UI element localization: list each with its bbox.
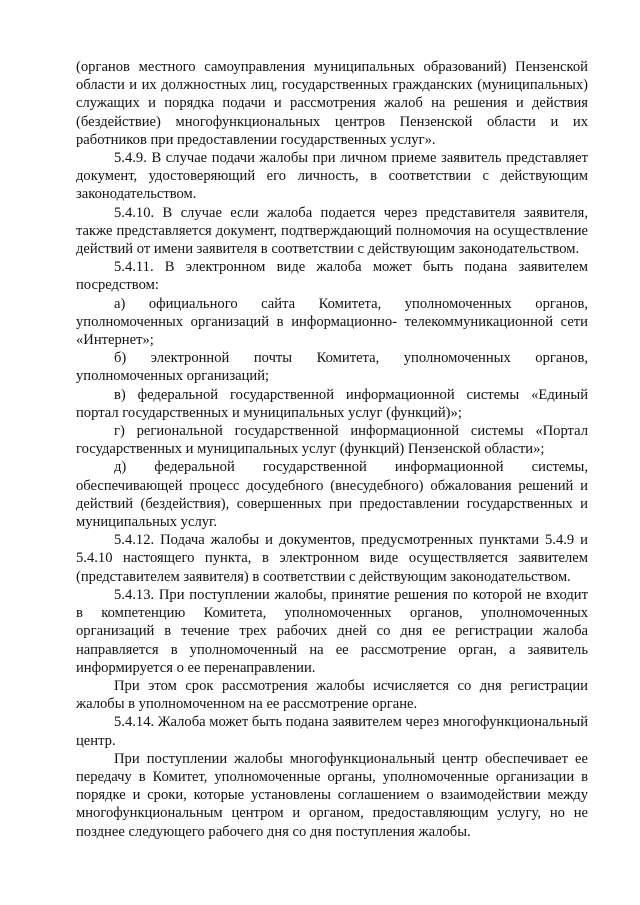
- paragraph-5-4-10: 5.4.10. В случае если жалоба подается через представителя заявителя, также представляется документ, подтверждающий полномочия на осуществление действий от имени заявителя в соответствии с действующим законодательством.: [76, 204, 588, 258]
- list-item-g: г) региональной государственной информационной системы «Портал государственных и муниципальных услуг (функций) Пензенской области»;: [76, 423, 588, 458]
- paragraph-review-period: При этом срок рассмотрения жалобы исчисляется со дня регистрации жалобы в уполномоченном на ее рассмотрение органе.: [76, 677, 588, 713]
- paragraph-5-4-9: 5.4.9. В случае подачи жалобы при личном приеме заявитель представляет документ, удостоверяющий его личность, в соответствии с действующим законодательством.: [76, 150, 588, 203]
- paragraph-complaint-rules-continuation: (органов местного самоуправления муниципальных образований) Пензенской области и их должностных лиц, государственных гражданских (муниципальных) служащих и порядка подачи и рассмотрения жалоб на решения и действия (бездействие) многофункциональных центров Пензенской области и их работников при предоставлении государственных услуг».: [76, 59, 588, 148]
- paragraph-mfc-transfer: При поступлении жалобы многофункциональный центр обеспечивает ее передачу в Комитет, уполномоченные органы, уполномоченные организации в порядке и сроки, которые установлены соглашением о взаимодействии между многофункциональным центром и органом, предоставляющим услугу, но не позднее следующего рабочего дня со дня поступления жалобы.: [76, 750, 588, 840]
- paragraph-5-4-13: 5.4.13. При поступлении жалобы, принятие решения по которой не входит в компетенцию Комитета, уполномоченных органов, уполномоченных организаций в течение трех рабочих дней со дня ее регистрации жалоба направляется в уполномоченный на ее рассмотрение орган, а заявитель информируется о ее перенаправлении.: [76, 586, 588, 676]
- list-item-v: в) федеральной государственной информационной системы «Единый портал государственных и муниципальных услуг (функций)»;: [76, 386, 588, 421]
- document-body: [76, 58, 588, 841]
- paragraph-5-4-14: 5.4.14. Жалоба может быть подана заявителем через многофункциональный центр.: [76, 714, 588, 749]
- list-item-d: д) федеральной государственной информационной системы, обеспечивающей процесс досудебного (внесудебного) обжалования решений и действий (бездействия), совершенных при предоставлении государственных и муниципальных услуг.: [76, 459, 588, 531]
- list-item-b: б) электронной почты Комитета, уполномоченных органов, уполномоченных организаций;: [76, 350, 588, 385]
- paragraph-5-4-12: 5.4.12. Подача жалобы и документов, предусмотренных пунктами 5.4.9 и 5.4.10 настоящего пункта, в электронном виде осуществляется заявителем (представителем заявителя) в соответствии с действующим законодательством.: [76, 532, 588, 585]
- list-item-a: а) официального сайта Комитета, уполномоченных органов, уполномоченных организаций в информационно- телекоммуникационной сети «Интернет»;: [76, 295, 588, 349]
- paragraph-5-4-11: 5.4.11. В электронном виде жалоба может быть подана заявителем посредством:: [76, 259, 588, 294]
